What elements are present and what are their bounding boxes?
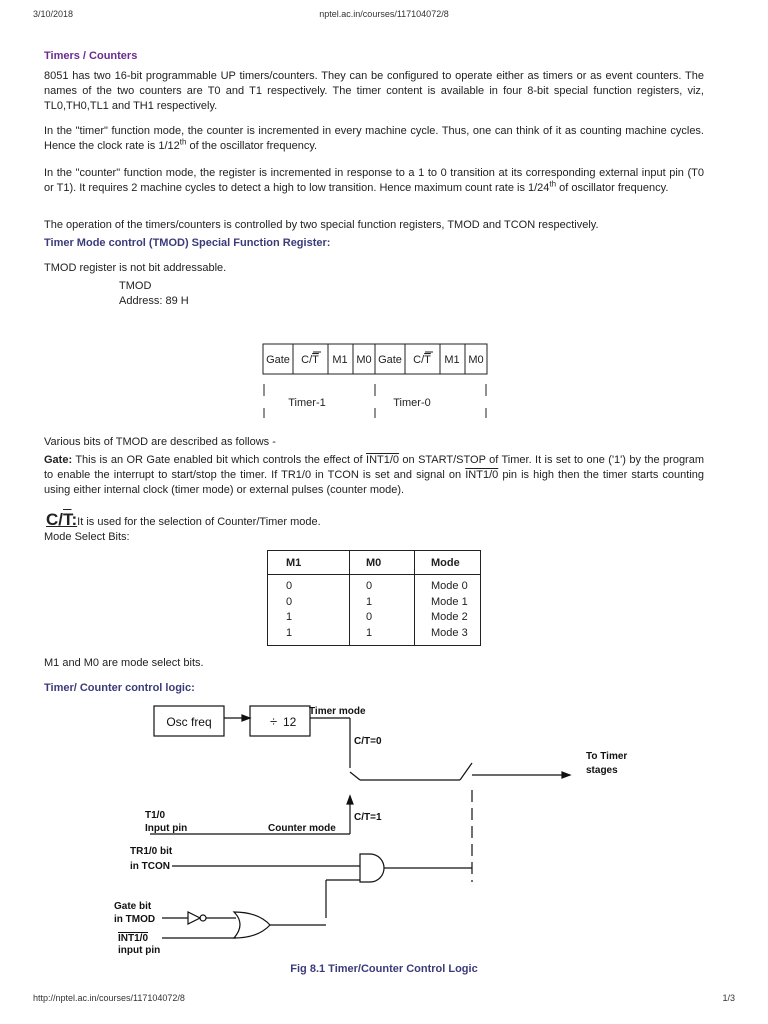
counter-mode-label: Counter mode <box>268 823 336 834</box>
mode-table-header-m0: M0 <box>350 551 415 575</box>
int-label-2: input pin <box>118 945 161 956</box>
mode-row-1-m0: 0 <box>366 580 373 592</box>
operation-paragraph: The operation of the timers/counters is controlled by two special function registers, TMOD and TCON respectively. <box>44 219 599 231</box>
to-timer-label-2: stages <box>586 765 618 776</box>
timer-mode-sup: th <box>179 137 187 147</box>
tmod-bit-ct-1: C/T <box>301 354 319 366</box>
gate-text-a: This is an OR Gate enabled bit which controls the effect of <box>72 454 367 466</box>
divider-box <box>250 706 310 736</box>
t10-label-2: Input pin <box>145 823 188 834</box>
tmod-bit-gate-1: Gate <box>266 354 290 366</box>
intro-paragraph: 8051 has two 16-bit programmable UP timers/counters. They can be configured to operate either as timers or as event counters. The names of the two counters are T0 and T1 respectively. The timer content is available in four 8-bit special function registers, viz, TL0,TH0,TL1 and TH1 respectively. <box>44 70 704 112</box>
mode-select-label: Mode Select Bits: <box>44 531 130 543</box>
mode-row-1-mode: Mode 0 <box>431 580 468 592</box>
tmod-heading: Timer Mode control (TMOD) Special Function Register: <box>44 237 331 249</box>
tr-label-2: in TCON <box>130 861 170 872</box>
mode-table <box>267 550 481 646</box>
int-label-1: INT1/0 <box>118 933 149 944</box>
mode-table-header-m1: M1 <box>268 551 350 575</box>
osc-freq-label: Osc freq <box>166 715 212 729</box>
mode-row-2-mode: Mode 1 <box>431 595 468 608</box>
footer-url: http://nptel.ac.in/courses/117104072/8 <box>33 993 185 1003</box>
mode-table-mode-col <box>415 575 481 646</box>
tmod-bit-ct-0: C/T <box>413 354 431 366</box>
mode-table-header-mode: Mode <box>415 551 481 575</box>
bits-intro: Various bits of TMOD are described as follows - <box>44 436 276 448</box>
gate-bit-label-1: Gate bit <box>114 901 152 912</box>
mode-row-1-m1: 0 <box>286 580 293 592</box>
tmod-bit-gate-0: Gate <box>378 354 402 366</box>
tmod-bit-m1-0: M1 <box>444 354 460 366</box>
counter-mode-paragraph <box>44 166 704 196</box>
ct-label-colon: : <box>71 510 78 529</box>
ct-text: It is used for the selection of Counter/Timer mode. <box>77 516 321 528</box>
tmod-name: TMOD <box>119 280 152 292</box>
to-timer-label-1: To Timer <box>586 751 628 762</box>
gate-text-c: pin is high then the timer starts counting using either internal clock (timer mode) or external pulses (counter mode). <box>44 469 704 496</box>
tmod-register-diagram <box>255 340 495 425</box>
mode-table-m1-col <box>268 575 350 646</box>
print-url: nptel.ac.in/courses/117104072/8 <box>319 9 449 19</box>
counter-mode-text-a: In the "counter" function mode, the register is incremented in response to a 1 to 0 transition at its corresponding external input pin (T0 or T1). It requires 2 machine cycles to detect a high to low transition. Hence maximum count rate is 1/24 <box>44 167 704 194</box>
print-date: 3/10/2018 <box>33 9 74 19</box>
mode-row-2-m1: 0 <box>286 595 293 608</box>
mode-row-4-mode: Mode 3 <box>431 626 468 639</box>
mode-row-3-mode: Mode 2 <box>431 611 468 623</box>
divide-symbol: ÷ <box>270 714 278 729</box>
mode-row-3-m1: 1 <box>286 611 293 623</box>
divide-12-label: 12 <box>283 715 297 729</box>
page-title: Timers / Counters <box>44 50 138 62</box>
timer1-label: Timer-1 <box>288 397 326 409</box>
timer-mode-text-a: In the "timer" function mode, the counter is incremented in every machine cycle. Thus, one can think of it as counting machine cycles. Hence the clock rate is 1/12 <box>44 125 704 152</box>
ct1-label: C/T=1 <box>354 812 382 823</box>
mode-row-2-m0: 1 <box>366 595 373 608</box>
gate-bit-label-2: in TMOD <box>114 914 156 925</box>
footer-page: 1/3 <box>722 993 735 1003</box>
gate-paragraph <box>44 453 704 498</box>
t10-label-1: T1/0 <box>145 810 166 821</box>
gate-int-signal-2: INT1/0 <box>465 469 499 481</box>
ct-label <box>46 510 77 529</box>
tmod-bit-m1-1: M1 <box>332 354 348 366</box>
mode-row-3-m0: 0 <box>366 611 373 623</box>
control-logic-diagram <box>100 700 660 962</box>
timer0-label: Timer-0 <box>393 397 431 409</box>
tr-label-1: TR1/0 bit <box>130 846 173 857</box>
counter-mode-text-b: of oscillator frequency. <box>556 182 669 194</box>
gate-label: Gate: <box>44 454 73 466</box>
ct-label-t: T <box>63 510 72 529</box>
figure-caption: Fig 8.1 Timer/Counter Control Logic <box>290 963 478 975</box>
counter-mode-sup: th <box>549 179 557 189</box>
timer-mode-label: Timer mode <box>309 706 366 717</box>
mode-row-4-m0: 1 <box>366 626 373 639</box>
timer-mode-paragraph <box>44 124 704 154</box>
tmod-bit-m0-0: M0 <box>468 354 484 366</box>
gate-text-b: on START/STOP of Timer. It is set to one ('1') by the program to enable the interrupt to start/stop the timer. If TR1/0 in TCON is set and signal on <box>44 454 704 481</box>
ct-paragraph <box>46 510 321 530</box>
logic-heading: Timer/ Counter control logic: <box>44 682 195 694</box>
tmod-note: TMOD register is not bit addressable. <box>44 262 227 274</box>
mode-table-m0-col <box>350 575 415 646</box>
timer-mode-text-b: of the oscillator frequency. <box>186 140 318 152</box>
mode-row-4-m1: 1 <box>286 626 293 639</box>
ct0-label: C/T=0 <box>354 736 382 747</box>
tmod-bit-m0-1: M0 <box>356 354 372 366</box>
tmod-address: Address: 89 H <box>119 295 189 307</box>
m-note: M1 and M0 are mode select bits. <box>44 657 204 669</box>
ct-label-c: C/ <box>46 510 63 529</box>
gate-int-signal: INT1/0 <box>366 454 400 466</box>
